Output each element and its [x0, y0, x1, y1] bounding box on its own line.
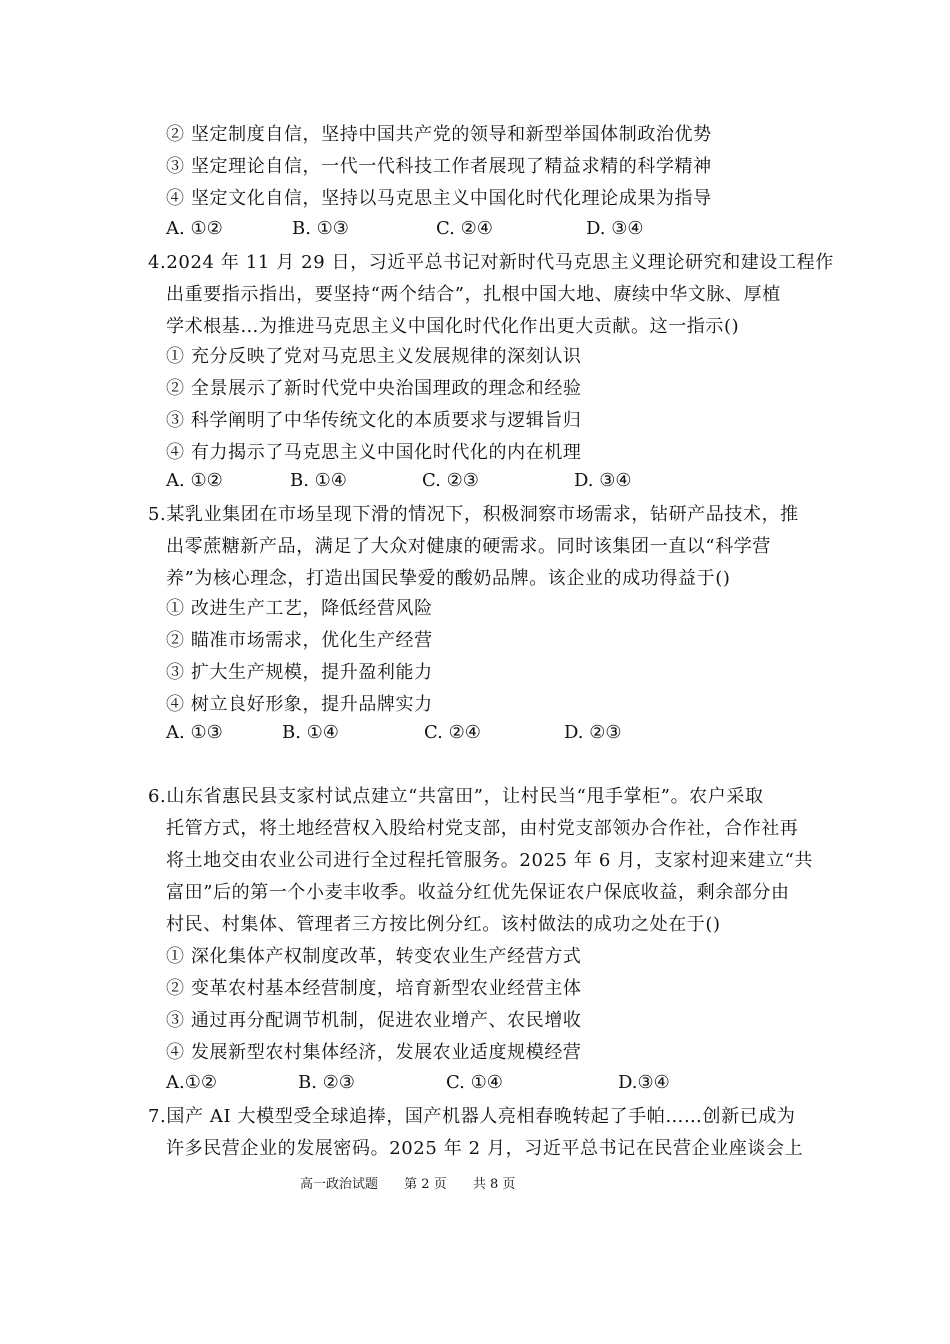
q5-choice-d: D. ②③ [564, 722, 622, 743]
q6-choice-c: C. ①④ [446, 1072, 503, 1093]
footer-page-number: 第 2 页 [404, 1177, 447, 1192]
q4-option-4: ④ 有力揭示了马克思主义中国化时代化的内在机理 [166, 442, 582, 463]
q3-option-4: ④ 坚定文化自信，坚持以马克思主义中国化时代化理论成果为指导 [166, 188, 712, 209]
q3-option-2: ② 坚定制度自信，坚持中国共产党的领导和新型举国体制政治优势 [166, 124, 712, 145]
q3-choice-d: D. ③④ [586, 218, 644, 239]
q4-choice-c: C. ②③ [422, 470, 479, 491]
q5-option-4: ④ 树立良好形象，提升品牌实力 [166, 694, 433, 715]
q6-option-2: ② 变革农村基本经营制度，培育新型农业经营主体 [166, 978, 582, 999]
q4-stem-line-3: 学术根基…为推进马克思主义中国化时代化作出更大贡献。这一指示() [166, 316, 740, 337]
page-footer [300, 1176, 537, 1194]
q6-option-3: ③ 通过再分配调节机制，促进农业增产、农民增收 [166, 1010, 582, 1031]
footer-subject: 高一政治试题 [300, 1177, 379, 1192]
q4-option-2: ② 全景展示了新时代党中央治国理政的理念和经验 [166, 378, 582, 399]
q5-option-1: ① 改进生产工艺，降低经营风险 [166, 598, 433, 619]
q6-stem-line-4: 富田”后的第一个小麦丰收季。收益分红优先保证农户保底收益，剩余部分由 [166, 882, 790, 903]
q5-choice-b: B. ①④ [282, 722, 339, 743]
q6-choice-a: A.①② [166, 1072, 217, 1093]
q5-stem-line-1: 5.某乳业集团在市场呈现下滑的情况下，积极洞察市场需求，钻研产品技术，推 [148, 504, 799, 525]
q4-option-1: ① 充分反映了党对马克思主义发展规律的深刻认识 [166, 346, 582, 367]
q3-option-3: ③ 坚定理论自信，一代一代科技工作者展现了精益求精的科学精神 [166, 156, 712, 177]
q3-choice-a: A. ①② [166, 218, 223, 239]
q6-stem-line-1: 6.山东省惠民县支家村试点建立“共富田”，让村民当“甩手掌柜”。农户采取 [148, 786, 764, 807]
q4-option-3: ③ 科学阐明了中华传统文化的本质要求与逻辑旨归 [166, 410, 582, 431]
q7-stem-line-1: 7.国产 AI 大模型受全球追捧，国产机器人亮相春晚转起了手帕……创新已成为 [148, 1106, 796, 1127]
q6-option-4: ④ 发展新型农村集体经济，发展农业适度规模经营 [166, 1042, 582, 1063]
q6-stem-line-3: 将土地交由农业公司进行全过程托管服务。2025 年 6 月，支家村迎来建立“共 [166, 850, 814, 871]
q6-choice-b: B. ②③ [298, 1072, 355, 1093]
q3-choice-b: B. ①③ [292, 218, 349, 239]
q5-option-3: ③ 扩大生产规模，提升盈利能力 [166, 662, 433, 683]
q4-choice-b: B. ①④ [290, 470, 347, 491]
q4-choice-d: D. ③④ [574, 470, 632, 491]
q5-choice-a: A. ①③ [166, 722, 223, 743]
q5-option-2: ② 瞄准市场需求，优化生产经营 [166, 630, 433, 651]
q5-stem-line-3: 养”为核心理念，打造出国民挚爱的酸奶品牌。该企业的成功得益于() [166, 568, 731, 589]
q4-stem-line-2: 出重要指示指出，要坚持“两个结合”，扎根中国大地、赓续中华文脉、厚植 [166, 284, 781, 305]
q4-choice-a: A. ①② [166, 470, 223, 491]
q6-choice-d: D.③④ [618, 1072, 670, 1093]
q5-choice-c: C. ②④ [424, 722, 481, 743]
q5-stem-line-2: 出零蔗糖新产品，满足了大众对健康的硬需求。同时该集团一直以“科学营 [166, 536, 771, 557]
q3-choice-c: C. ②④ [436, 218, 493, 239]
q6-stem-line-2: 托管方式，将土地经营权入股给村党支部，由村党支部领办合作社，合作社再 [166, 818, 799, 839]
q6-option-1: ① 深化集体产权制度改革，转变农业生产经营方式 [166, 946, 582, 967]
q7-stem-line-2: 许多民营企业的发展密码。2025 年 2 月，习近平总书记在民营企业座谈会上 [166, 1138, 804, 1159]
footer-total-pages: 共 8 页 [472, 1177, 516, 1192]
q6-stem-line-5: 村民、村集体、管理者三方按比例分红。该村做法的成功之处在于() [166, 914, 721, 935]
q4-stem-line-1: 4.2024 年 11 月 29 日，习近平总书记对新时代马克思主义理论研究和建设工程作 [148, 252, 834, 273]
